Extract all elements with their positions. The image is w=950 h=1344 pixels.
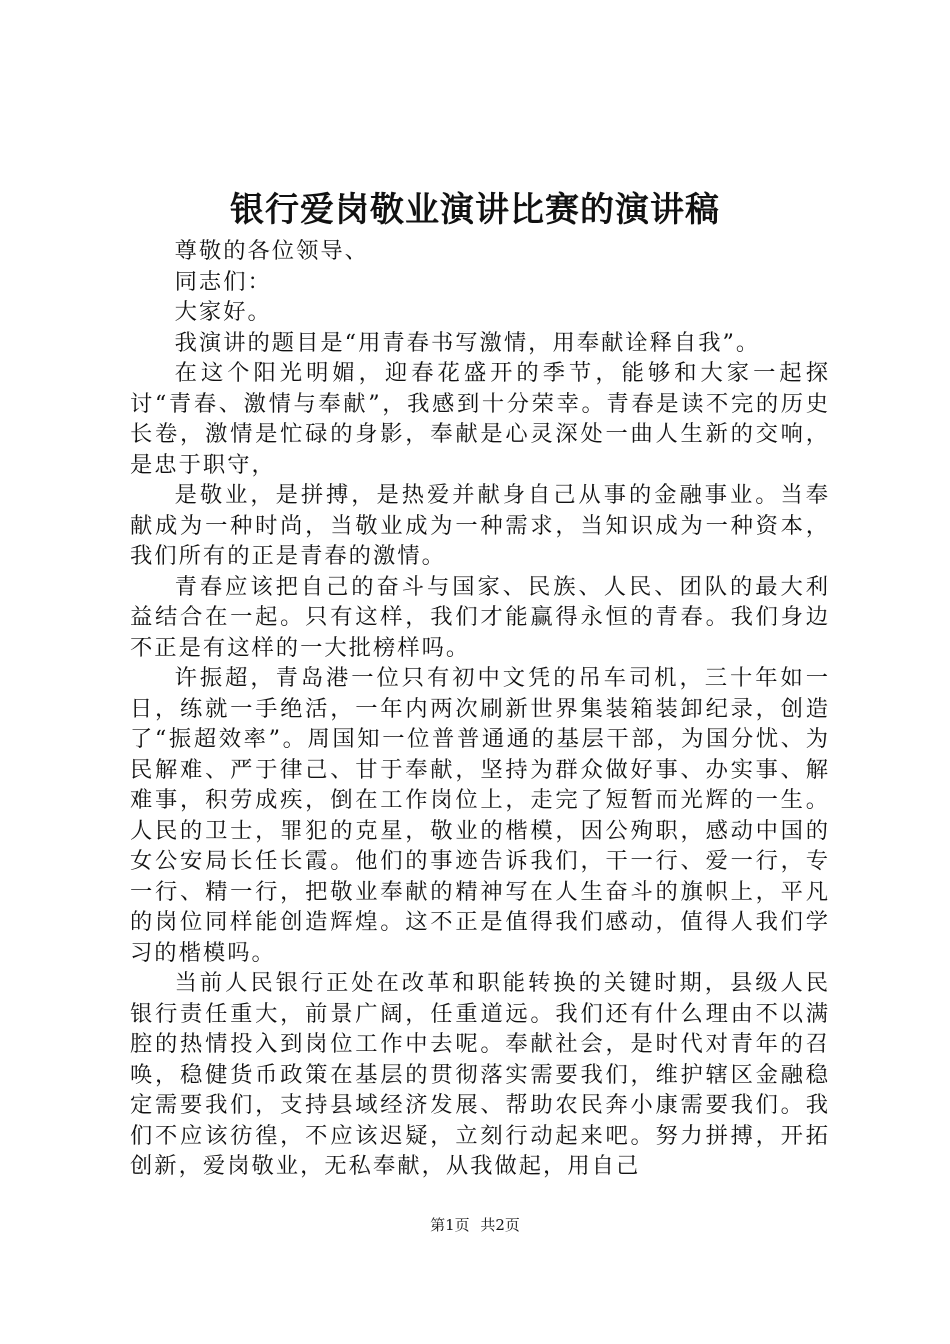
paragraph: 在这个阳光明媚，迎春花盛开的季节，能够和大家一起探讨“青春、激情与奉献”，我感到十分荣幸。青春是读不完的历史长卷，激情是忙碌的身影，奉献是心灵深处一曲人生新的交响，是忠于职守，: [130, 360, 830, 478]
page-total: 共2页: [480, 1216, 520, 1234]
paragraph: 是敬业，是拼搏，是热爱并献身自己从事的金融事业。当奉献成为一种时尚，当敬业成为一种需求，当知识成为一种资本，我们所有的正是青春的激情。: [130, 482, 830, 569]
paragraph: 许振超，青岛港一位只有初中文凭的吊车司机，三十年如一日，练就一手绝活，一年内两次刷新世界集装箱装卸纪录，创造了“振超效率”。周国知一位普普通通的基层干部，为国分忧、为民解难、严于律己、甘于奉献，坚持为群众做好事、办实事、解难事，积劳成疾，倒在工作岗位上，走完了短暂而光辉的一生。人民的卫士，罪犯的克星，敬业的楷模，因公殉职，感动中国的女公安局长任长霞。他们的事迹告诉我们，干一行、爱一行，专一行、精一行，把敬业奉献的精神写在人生奋斗的旗帜上，平凡的岗位同样能创造辉煌。这不正是值得我们感动，值得人我们学习的楷模吗。: [130, 665, 830, 966]
page-number: 第1页: [430, 1216, 470, 1234]
paragraph-salutation-2: 同志们：: [174, 268, 272, 295]
document-body: [130, 236, 830, 1182]
page-footer: [0, 1213, 950, 1237]
paragraph: 青春应该把自己的奋斗与国家、民族、人民、团队的最大利益结合在一起。只有这样，我们才能赢得永恒的青春。我们身边不正是有这样的一大批榜样吗。: [130, 573, 830, 661]
paragraph-topic: 我演讲的题目是“用青春书写激情，用奉献诠释自我”。: [174, 329, 761, 356]
paragraph-salutation: 尊敬的各位领导、: [174, 238, 369, 264]
paragraph: 当前人民银行正处在改革和职能转换的关键时期，县级人民银行责任重大，前景广阔，任重道远。我们还有什么理由不以满腔的热情投入到岗位工作中去呢。奉献社会，是时代对青年的召唤，稳健货币政策在基层的贯彻落实需要我们，维护辖区金融稳定需要我们，支持县域经济发展、帮助农民奔小康需要我们。我们不应该彷徨，不应该迟疑，立刻行动起来吧。努力拼搏，开拓创新，爱岗敬业，无私奉献，从我做起，用自己: [130, 970, 830, 1179]
paragraph-greeting: 大家好。: [174, 299, 272, 325]
document-title: 银行爱岗敬业演讲比赛的演讲稿: [230, 190, 720, 230]
